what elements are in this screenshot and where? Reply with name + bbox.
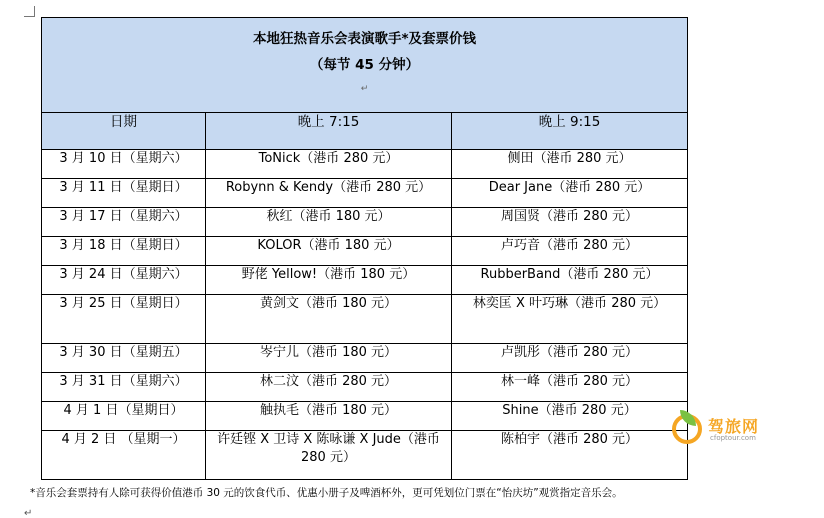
show2-cell: 陈柏宇（港币 280 元） bbox=[452, 431, 688, 480]
show2-cell: 侧田（港币 280 元） bbox=[452, 150, 688, 179]
table-row bbox=[42, 431, 688, 480]
paragraph-mark: ↵ bbox=[360, 84, 369, 94]
date-cell: 3 月 31 日（星期六） bbox=[42, 373, 206, 402]
show2-cell: Shine（港币 280 元） bbox=[452, 402, 688, 431]
table-row bbox=[42, 344, 688, 373]
table-row bbox=[42, 237, 688, 266]
show2-cell: Dear Jane（港币 280 元） bbox=[452, 179, 688, 208]
site-logo bbox=[668, 408, 778, 450]
date-cell: 3 月 10 日（星期六） bbox=[42, 150, 206, 179]
show2-cell: 卢巧音（港币 280 元） bbox=[452, 237, 688, 266]
show1-cell: 岑宁儿（港币 180 元） bbox=[206, 344, 452, 373]
show1-cell: Robynn & Kendy（港币 280 元） bbox=[206, 179, 452, 208]
table-row bbox=[42, 179, 688, 208]
date-cell: 4 月 2 日 （星期一） bbox=[42, 431, 206, 480]
show2-cell: 林一峰（港币 280 元） bbox=[452, 373, 688, 402]
concert-schedule-table bbox=[41, 17, 688, 480]
show2-cell: 卢凯彤（港币 280 元） bbox=[452, 344, 688, 373]
column-header-show1: 晚上 7:15 bbox=[206, 113, 452, 150]
logo-text: 驾旅网 bbox=[708, 417, 760, 436]
date-cell: 3 月 17 日（星期六） bbox=[42, 208, 206, 237]
show1-cell: 许廷铿 X 卫诗 X 陈咏谦 X Jude（港币 280 元） bbox=[206, 431, 452, 480]
table-title: 本地狂热音乐会表演歌手*及套票价钱 bbox=[252, 31, 477, 47]
logo-url: cfoptour.com bbox=[710, 434, 756, 442]
show2-cell: RubberBand（港币 280 元） bbox=[452, 266, 688, 295]
column-header-show2: 晚上 9:15 bbox=[452, 113, 688, 150]
date-cell: 3 月 24 日（星期六） bbox=[42, 266, 206, 295]
table-subtitle: （每节 45 分钟） bbox=[309, 57, 420, 73]
paragraph-mark: ↵ bbox=[24, 508, 33, 518]
date-cell: 3 月 11 日（星期日） bbox=[42, 179, 206, 208]
date-cell: 3 月 25 日（星期日） bbox=[42, 295, 206, 344]
show2-cell: 周国贤（港币 280 元） bbox=[452, 208, 688, 237]
table-title-cell bbox=[42, 18, 688, 113]
show1-cell: KOLOR（港币 180 元） bbox=[206, 237, 452, 266]
date-cell: 3 月 18 日（星期日） bbox=[42, 237, 206, 266]
show1-cell: ToNick（港币 280 元） bbox=[206, 150, 452, 179]
show1-cell: 秋红（港币 180 元） bbox=[206, 208, 452, 237]
table-row bbox=[42, 295, 688, 344]
header-row bbox=[42, 113, 688, 150]
table-row bbox=[42, 402, 688, 431]
show1-cell: 野佬 Yellow!（港币 180 元） bbox=[206, 266, 452, 295]
footnote: *音乐会套票持有人除可获得价值港币 30 元的饮食代币、优惠小册子及啤酒杯外，更可凭划位门票在“怡庆坊”观赏指定音乐会。 bbox=[30, 487, 623, 499]
date-cell: 4 月 1 日（星期日） bbox=[42, 402, 206, 431]
table-row bbox=[42, 373, 688, 402]
table-row bbox=[42, 208, 688, 237]
column-header-date: 日期 bbox=[42, 113, 206, 150]
date-cell: 3 月 30 日（星期五） bbox=[42, 344, 206, 373]
show1-cell: 触执毛（港币 180 元） bbox=[206, 402, 452, 431]
show1-cell: 黄剑文（港币 180 元） bbox=[206, 295, 452, 344]
show2-cell: 林奕匡 X 叶巧琳（港币 280 元） bbox=[452, 295, 688, 344]
table-row bbox=[42, 150, 688, 179]
show1-cell: 林二汶（港币 280 元） bbox=[206, 373, 452, 402]
table-row bbox=[42, 266, 688, 295]
page-corner-mark bbox=[24, 6, 35, 17]
